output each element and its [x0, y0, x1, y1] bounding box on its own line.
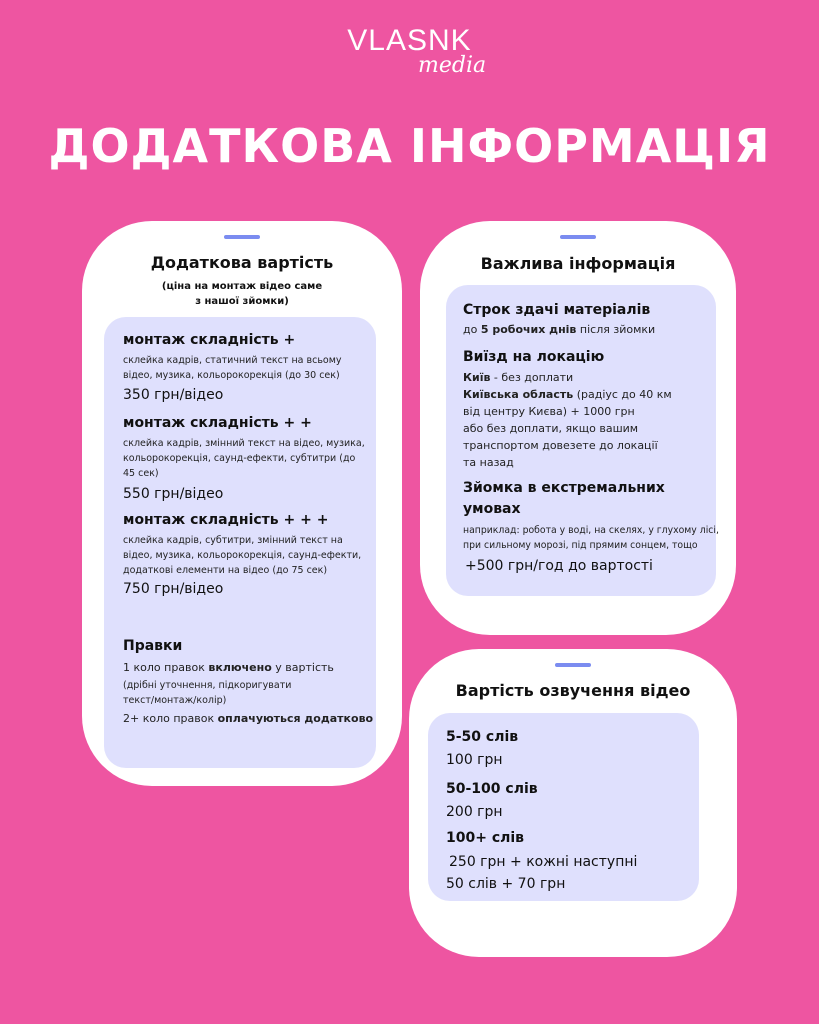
revisions-note-2: текст/монтаж/колір)	[123, 695, 227, 706]
brand-logo	[0, 24, 819, 78]
location-line-3: від центру Києва) + 1000 грн	[463, 405, 635, 418]
extra-cost-title: Додаткова вартість	[150, 253, 334, 272]
revisions-note-1: (дрібні уточнення, підкоригувати	[123, 680, 292, 691]
tier-1-heading: монтаж складність +	[123, 332, 296, 348]
tier-1-desc-2: відео, музика, кольорокорекція (до 30 сек)	[123, 370, 340, 381]
card-handle	[224, 235, 260, 239]
deadline-text: до 5 робочих днів після зйомки	[463, 323, 656, 336]
extreme-desc-1: наприклад: робота у воді, на скелях, у глухому лісі,	[463, 525, 719, 536]
location-kyiv: Київ - без доплати	[463, 371, 574, 384]
important-info-title: Важлива інформація	[480, 254, 676, 273]
tier-3-price: 750 грн/відео	[123, 581, 224, 597]
tier-2-price: 550 грн/відео	[123, 486, 224, 502]
revisions-line-2: 2+ коло правок оплачуються додатково	[123, 712, 374, 725]
location-heading: Виїзд на локацію	[463, 349, 605, 365]
voiceover-tier-3-price-1: 250 грн + кожні наступні	[449, 854, 638, 870]
revisions-line-1: 1 коло правок включено у вартість	[123, 661, 334, 674]
important-info-card	[420, 221, 736, 635]
tier-2-desc-1: склейка кадрів, змінний текст на відео, музика,	[123, 438, 365, 449]
voiceover-panel	[428, 713, 699, 901]
voiceover-title: Вартість озвучення відео	[455, 681, 691, 700]
voiceover-tier-3-price-2: 50 слів + 70 грн	[446, 876, 566, 892]
extra-cost-subtitle-2: з нашої зйомки)	[195, 296, 289, 307]
voiceover-tier-1-heading: 5-50 слів	[446, 729, 519, 745]
voiceover-card	[409, 649, 737, 957]
tier-2-desc-3: 45 сек)	[123, 468, 159, 479]
voiceover-tier-3-heading: 100+ слів	[446, 830, 525, 846]
tier-3-heading: монтаж складність + + +	[123, 512, 329, 528]
card-handle	[560, 235, 596, 239]
location-region: Київська область (радіус до 40 км	[463, 388, 672, 401]
extreme-desc-2: при сильному морозі, під прямим сонцем, тощо	[463, 540, 698, 551]
extra-cost-panel	[104, 317, 376, 768]
extra-cost-card	[82, 221, 402, 786]
extreme-heading-2: умовах	[463, 501, 521, 517]
tier-3-desc-2: відео, музика, кольорокорекція, саунд-ефекти,	[123, 550, 362, 561]
voiceover-tier-2-price: 200 грн	[446, 804, 503, 820]
extra-cost-subtitle-1: (ціна на монтаж відео саме	[161, 281, 323, 292]
tier-3-desc-1: склейка кадрів, субтитри, змінний текст на	[123, 535, 343, 546]
tier-2-heading: монтаж складність + +	[123, 415, 312, 431]
deadline-heading: Строк здачі матеріалів	[463, 302, 651, 318]
tier-3-desc-3: додаткові елементи на відео (до 75 сек)	[123, 565, 328, 576]
revisions-heading: Правки	[123, 638, 183, 654]
location-line-5: транспортом довезете до локації	[463, 439, 658, 452]
logo-script: media	[418, 53, 487, 78]
location-line-6: та назад	[463, 456, 514, 469]
important-info-panel	[446, 285, 719, 596]
extreme-price: +500 грн/год до вартості	[465, 558, 653, 574]
card-handle	[555, 663, 591, 667]
page-title: ДОДАТКОВА ІНФОРМАЦІЯ	[48, 119, 771, 173]
voiceover-tier-1-price: 100 грн	[446, 752, 503, 768]
tier-1-desc-1: склейка кадрів, статичний текст на всьому	[123, 355, 342, 366]
voiceover-tier-2-heading: 50-100 слів	[446, 781, 538, 797]
location-line-4: або без доплати, якщо вашим	[463, 422, 639, 435]
tier-2-desc-2: кольорокорекція, саунд-ефекти, субтитри (до	[123, 453, 356, 464]
extreme-heading-1: Зйомка в екстремальних	[463, 480, 665, 496]
tier-1-price: 350 грн/відео	[123, 387, 224, 403]
logo-wordmark: VLASNK	[347, 24, 472, 57]
